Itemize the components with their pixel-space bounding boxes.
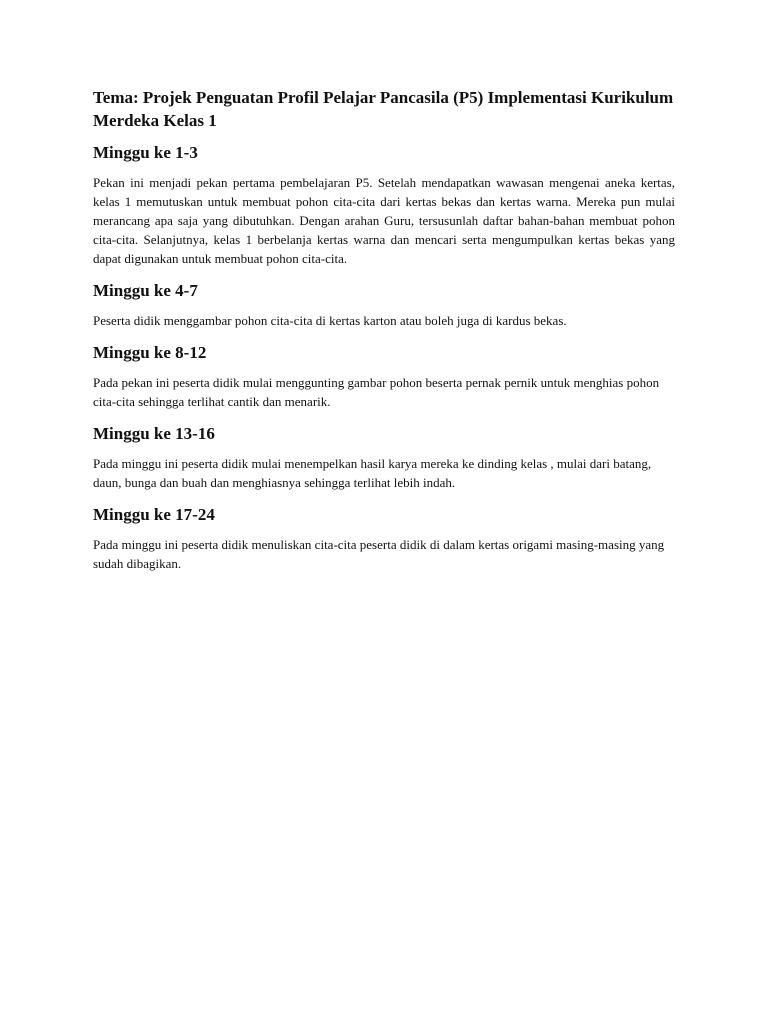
section-week-8-12 — [93, 342, 675, 411]
section-heading: Minggu ke 4-7 — [93, 281, 198, 300]
section-body: Pada pekan ini peserta didik mulai menggunting gambar pohon beserta pernak pernik untuk menghias pohon cita-cita sehingga terlihat cantik dan menarik. — [93, 375, 660, 409]
section-heading: Minggu ke 13-16 — [93, 424, 215, 443]
section-body: Pekan ini menjadi pekan pertama pembelajaran P5. Setelah mendapatkan wawasan mengenai aneka kertas, kelas 1 memutuskan untuk membuat pohon cita-cita dari kertas bekas dan kertas warna. Mereka pun mulai merancang apa saja yang dibutuhkan. Dengan arahan Guru, tersusunlah daftar bahan-bahan membuat pohon cita-cita. Selanjutnya, kelas 1 berbelanja kertas warna dan mencari serta mengumpulkan kertas bekas yang dapat digunakan untuk membuat pohon cita-cita. — [93, 175, 675, 266]
section-heading: Minggu ke 17-24 — [93, 505, 215, 524]
section-week-4-7 — [93, 280, 675, 330]
section-week-13-16 — [93, 423, 675, 492]
section-heading: Minggu ke 8-12 — [93, 343, 207, 362]
document-title: Tema: Projek Penguatan Profil Pelajar Pancasila (P5) Implementasi Kurikulum Merdeka Kelas 1 — [93, 88, 674, 130]
section-body: Peserta didik menggambar pohon cita-cita di kertas karton atau boleh juga di kardus bekas. — [93, 313, 567, 328]
section-body: Pada minggu ini peserta didik mulai menempelkan hasil karya mereka ke dinding kelas , mulai dari batang, daun, bunga dan buah dan menghiasnya sehingga terlihat lebih indah. — [93, 456, 652, 490]
section-heading: Minggu ke 1-3 — [93, 143, 198, 162]
section-body: Pada minggu ini peserta didik menuliskan cita-cita peserta didik di dalam kertas origami masing-masing yang sudah dibagikan. — [93, 537, 665, 571]
section-week-1-3 — [93, 142, 675, 268]
document-page — [93, 86, 675, 585]
section-week-17-24 — [93, 504, 675, 573]
